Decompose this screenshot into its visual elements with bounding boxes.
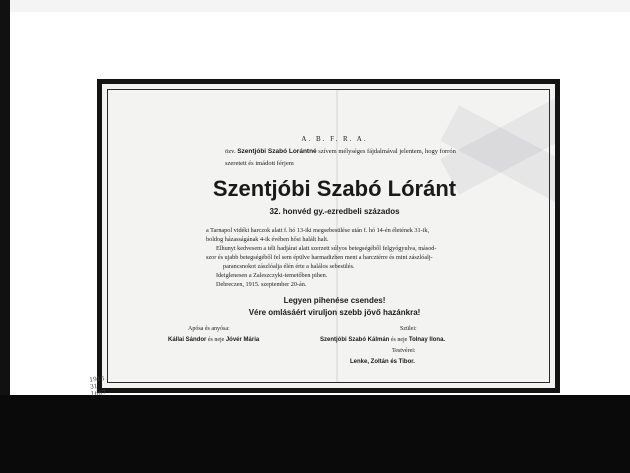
parents-joiner: és neje xyxy=(390,337,408,343)
scan-bottom-background xyxy=(0,395,630,473)
handwritten-line: 1667 xyxy=(90,389,107,398)
parents-father: Szentjóbi Szabó Kálmán xyxy=(320,337,390,343)
inlaws-names xyxy=(168,337,259,343)
obituary-card xyxy=(97,79,560,393)
deceased-name: Szentjóbi Szabó Lóránt xyxy=(212,176,457,201)
intro-line-1 xyxy=(225,148,456,155)
abbreviation-line: A. B. F. R. A. xyxy=(301,135,368,143)
intro-line-2: szeretett és imádott férjem xyxy=(225,160,294,167)
widow-name: Szentjóbi Szabó Lorántné xyxy=(237,148,317,155)
body-line: szor és ujabb betegségéből fel sem épülve harmadizben ment a harcztérre és mint zászlóalj- xyxy=(206,254,433,261)
deceased-rank: 32. honvéd gy.-ezredbeli százados xyxy=(269,207,400,216)
body-line: Elhunyt kedvesem a téli hadjárat alatt szerzett súlyos betegségéből felgyógyulva, másod- xyxy=(216,245,437,252)
handwritten-line: 1915 xyxy=(88,375,105,384)
inlaws-father: Kállai Sándor xyxy=(168,337,207,343)
inlaws-label: Apósa és anyósa: xyxy=(188,326,230,332)
inlaws-joiner: és neje xyxy=(207,337,225,343)
handwritten-line: 31 xyxy=(89,383,99,391)
body-line: Debreczen, 1915. szeptember 20-án. xyxy=(216,281,307,288)
prayer-line-2: Vére omlásáért viruljon szebb jövő hazánkra! xyxy=(248,308,421,317)
printer-imprint: Debreczen sz. kir. város könyvnyomda-vállalata 1915—1776 xyxy=(271,387,398,392)
intro-prefix: özv. xyxy=(225,148,236,155)
card-inner-border xyxy=(107,89,550,392)
handwritten-margin-note xyxy=(89,375,106,397)
siblings-names: Lenke, Zoltán és Tibor. xyxy=(350,359,415,365)
body-line: a Tarnapol vidéki harczok alatt f. hó 13-iki megsebesülése után f. hó 14-én életének 31-ik, xyxy=(206,227,429,234)
prayer-line-1: Legyen pihenése csendes! xyxy=(283,296,386,305)
inlaws-mother: Jóvér Mária xyxy=(225,337,260,343)
intro-suffix: szívem mélységes fájdalmával jelentem, hogy forrón xyxy=(318,148,456,155)
body-line: Ideiglenesen a Zaleszczyki-temetőben pihen. xyxy=(216,272,328,279)
body-line: parancsnokot zászlóalja élén érte a halálos sebesülés. xyxy=(223,263,355,270)
parents-mother: Tolnay Ilona. xyxy=(408,337,446,343)
body-line: boldog házasságának 4-ik évében hősi halált halt. xyxy=(206,236,329,243)
parents-names xyxy=(320,337,445,343)
scan-top-edge xyxy=(0,0,630,12)
siblings-label: Testvérei: xyxy=(392,348,416,354)
parents-label: Szülei: xyxy=(400,326,417,332)
